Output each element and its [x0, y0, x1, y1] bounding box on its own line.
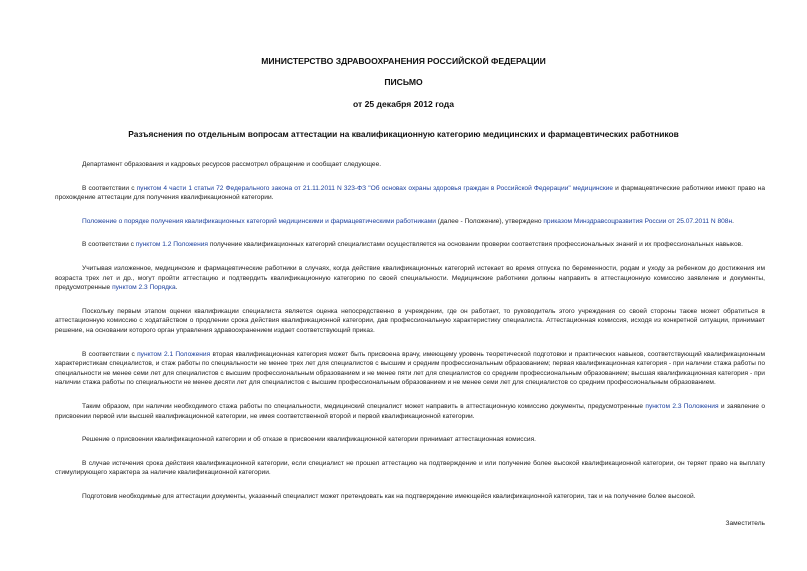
paragraph-9	[55, 435, 765, 445]
signature: Заместитель	[725, 520, 765, 527]
paragraph-text: .	[175, 284, 178, 292]
paragraph-text: и заявление о присвоении первой или высшей квалификационной категории, не имея соответственной второй и первой квалификационной категории.	[55, 402, 765, 420]
paragraph-text: Учитывая изложенное, медицинские и фармацевтические работники в случаях, когда действие квалификационных категорий истекает во время отпуска по беременности, родам и уходу за ребенком до достижения им возраста трех лет и др., могут пройти аттестацию и подтвердить квалификационную категорию по своей специальности. Медицинские работники должны направить в аттестационную комиссию заявление и документы, предусмотренные	[55, 264, 765, 292]
doc-date: от 25 декабря 2012 года	[352, 99, 455, 109]
law-323-link[interactable]: пунктом 4 части 1 статьи 72 Федерального закона от 21.11.2011 N 323-ФЗ "Об основах охраны здоровья граждан в Российской Федерации" медицинские	[136, 184, 614, 192]
paragraph-4	[55, 240, 765, 250]
ministry-heading: МИНИСТЕРСТВО ЗДРАВООХРАНЕНИЯ РОССИЙСКОЙ ФЕДЕРАЦИИ	[261, 56, 546, 66]
doc-type-heading: ПИСЬМО	[384, 77, 423, 87]
paragraph-text: Решение о присвоении квалификационной категории и об отказе в присвоении квалификационной категории принимает аттестационная комиссия.	[82, 436, 536, 444]
paragraph-text: (далее - Положение), утверждено	[435, 217, 544, 225]
paragraph-1	[55, 160, 765, 170]
clause-2-1-link[interactable]: пунктом 2.1 Положения	[137, 350, 211, 358]
regulation-link[interactable]: Положение о порядке получения квалификационных категорий медицинскими и фармацевтическими работниками	[82, 217, 436, 225]
clause-2-3-order-link[interactable]: пунктом 2.3 Порядка	[112, 284, 176, 292]
paragraph-7	[55, 350, 765, 388]
paragraph-5	[55, 264, 765, 293]
paragraph-text: Таким образом, при наличии необходимого стажа работы по специальности, медицинский специалист может направить в аттестационную комиссию документы, предусмотренные	[82, 402, 646, 410]
clause-1-2-link[interactable]: пунктом 1.2 Положения	[135, 241, 208, 249]
doc-subject: Разъяснения по отдельным вопросам аттестации на квалификационную категорию медицинских и фармацевтических работников	[128, 129, 679, 139]
paragraph-2	[55, 184, 765, 203]
paragraph-text: .	[732, 217, 734, 225]
paragraph-text: В соответствии с	[82, 184, 137, 192]
paragraph-text: Департамент образования и кадровых ресурсов рассмотрел обращение и сообщает следующее.	[82, 161, 382, 168]
paragraph-text: вторая квалификационная категория может быть присвоена врачу, имеющему уровень теоретической подготовки и практических навыков, соответствующий квалификационным характеристикам специалистов, и стаж работы по специальности не менее трех лет для специалистов с высшим и средним профессиональным образованием; первая квалификационная категория - при наличии стажа работы по специальности не менее семи лет для специалистов с высшим профессиональным образованием и не менее пяти лет для специалистов со средним профессиональным образованием; высшая квалификационная категория - при наличии стажа работы по специальности не менее десяти лет для специалистов с высшим профессиональным образованием и не менее семи лет для специалистов со средним профессиональным образованием.	[55, 350, 766, 387]
order-808n-link[interactable]: приказом Минздравсоцразвития России от 25.07.2011 N 808н	[543, 217, 733, 225]
paragraph-text: В соответствии с	[82, 350, 138, 358]
paragraph-text: В соответствии с	[82, 241, 136, 249]
paragraph-text: В случае истечения срока действия квалификационной категории, если специалист не прошел аттестацию на подтверждение и или получение более высокой квалификационной категории, он теряет право на выплату стимулирующего характера за наличие квалификационной категории.	[55, 459, 765, 477]
clause-2-3-regulation-link[interactable]: пунктом 2.3 Положения	[645, 402, 719, 410]
document-body	[55, 160, 765, 515]
paragraph-3	[55, 217, 765, 227]
paragraph-text: Поскольку первым этапом оценки квалификации специалиста является оценка непосредственно в учреждении, где он работает, то руководитель этого учреждения со своей стороны также может обратиться в аттестационную комиссию с ходатайством о продлении срока действия квалификационной категории, дав профессиональную характеристику специалиста. Аттестационная комиссия, исходя из конкретной ситуации, принимает решение, на основании которого орган управления здравоохранением издает соответствующий приказ.	[55, 307, 765, 334]
paragraph-text: получение квалификационных категорий специалистами осуществляется на основании проверки соответствия профессиональных знаний и их профессиональных навыков.	[207, 241, 743, 249]
paragraph-text: и фармацевтические работники имеют право на прохождение аттестации для получения квалификационной категории.	[55, 184, 765, 202]
paragraph-6	[55, 307, 765, 336]
paragraph-11	[55, 492, 765, 502]
paragraph-8	[55, 402, 765, 421]
paragraph-10	[55, 459, 765, 478]
paragraph-text: Подготовив необходимые для аттестации документы, указанный специалист может претендовать как на подтверждение имеющейся квалификационной категории, так и на получение более высокой.	[82, 492, 696, 500]
